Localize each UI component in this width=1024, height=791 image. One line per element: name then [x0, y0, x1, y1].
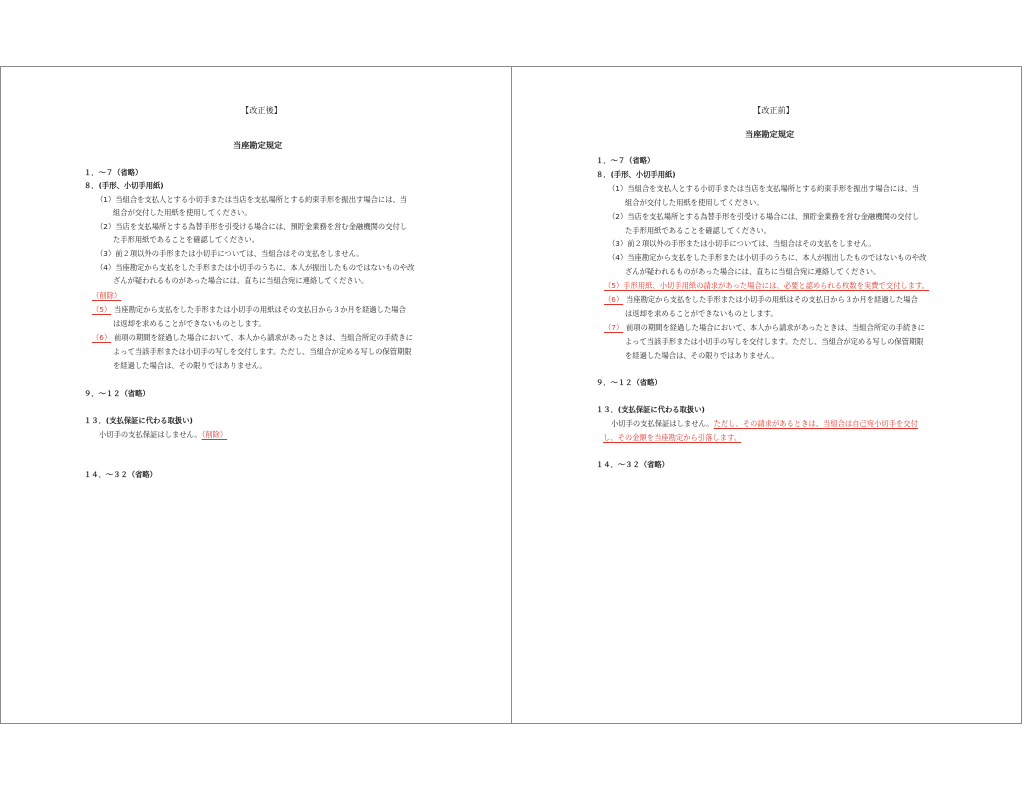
- clause-1-line-2: 組合が交付した用紙を使用してください。: [625, 198, 764, 207]
- clause-4-line-2: ざんが疑われるものがあった場合には、直ちに当組合宛に連絡してください。: [625, 267, 881, 276]
- clause-7-line-1: 前項の期間を経過した場合において、本人から請求があったときは、当組合所定の手続きに: [626, 323, 925, 332]
- clause-2-line-2: た手形用紙であることを確認してください。: [113, 235, 259, 244]
- section-9-12: ９．～１２（省略）: [596, 378, 662, 387]
- clause-6-line-3: を経過した場合は、その限りではありません。: [113, 361, 267, 370]
- clause-6-line-2: は返却を求めることができないものとします。: [625, 309, 778, 318]
- section-13-heading: １３．(支払保証に代わる取扱い): [596, 405, 705, 414]
- section-1-7: １．～７（省略）: [84, 168, 143, 177]
- clause-1-line-1: （1）当組合を支払人とする小切手または当店を支払場所とする約束手形を振出す場合には、当: [608, 184, 920, 193]
- section-13-text: 小切手の支払保証はしません。（削除）: [99, 430, 228, 439]
- section-13-removed-line-2: し、その金額を当座勘定から引落します。: [603, 433, 742, 442]
- deleted-clause-marker: （削除）: [92, 291, 122, 300]
- section-14-32: １４．～３２（省略）: [596, 460, 669, 469]
- clause-3: （3）前２項以外の手形または小切手については、当組合はその支払をしません。: [96, 249, 364, 258]
- section-9-12: ９．～１２（省略）: [84, 389, 150, 398]
- section-14-32: １４．～３２（省略）: [84, 470, 157, 479]
- clause-2-line-1: （2）当店を支払場所とする為替手形を引受ける場合には、預貯金業務を営む金融機関の交付し: [96, 222, 408, 231]
- clause-7-line-3: を経過した場合は、その限りではありません。: [625, 351, 779, 360]
- clause-3: （3）前２項以外の手形または小切手については、当組合はその支払をしません。: [608, 239, 876, 248]
- clause-1-line-1: （1）当組合を支払人とする小切手または当店を支払場所とする約束手形を振出す場合には、当: [96, 195, 408, 204]
- clause-6-line-1: 前項の期間を経過した場合において、本人から請求があったときは、当組合所定の手続きに: [114, 333, 413, 342]
- clause-5-number: （5）: [92, 305, 112, 314]
- section-13-text: 小切手の支払保証はしません。ただし、その請求があるときは、当組合は自己宛小切手を交付: [611, 419, 918, 428]
- page-title: 当座勘定規定: [233, 140, 283, 150]
- clause-6-line-1: 当座勘定から支払をした手形または小切手の用紙はその支払日から３か月を経過した場合: [626, 295, 918, 304]
- clause-4-line-1: （4）当座勘定から支払をした手形または小切手のうちに、本人が振出したものではないものや改: [96, 263, 415, 272]
- section-8-heading: ８．(手形、小切手用紙): [84, 181, 164, 190]
- clause-4-line-1: （4）当座勘定から支払をした手形または小切手のうちに、本人が振出したものではないものや改: [608, 253, 927, 262]
- section-13-deleted-marker: （削除）: [201, 430, 228, 439]
- clause-5-line-2: は返却を求めることができないものとします。: [113, 319, 266, 328]
- section-13-heading: １３．(支払保証に代わる取扱い): [84, 416, 193, 425]
- clause-5-removed: （5）手形用紙、小切手用紙の請求があった場合には、必要と認められる枚数を実費で交付します。: [604, 281, 930, 290]
- clause-6-number: （6）: [604, 295, 624, 304]
- section-8-heading: ８．(手形、小切手用紙): [596, 170, 676, 179]
- section-1-7: １．～７（省略）: [596, 156, 655, 165]
- clause-6-number: （6）: [92, 333, 112, 342]
- page-title: 当座勘定規定: [745, 129, 795, 139]
- clause-4-line-2: ざんが疑われるものがあった場合には、直ちに当組合宛に連絡してください。: [113, 276, 369, 285]
- clause-6-line-2: よって当該手形または小切手の写しを交付します。ただし、当組合が定める写しの保管期限: [113, 347, 412, 356]
- clause-5-line-1: 当座勘定から支払をした手形または小切手の用紙はその支払日から３か月を経過した場合: [114, 305, 406, 314]
- clause-1-line-2: 組合が交付した用紙を使用してください。: [113, 208, 252, 217]
- page-after-revision: [0, 66, 511, 724]
- section-13-removed-line-1: ただし、その請求があるときは、当組合は自己宛小切手を交付: [713, 419, 918, 428]
- clause-7-number: （7）: [604, 323, 624, 332]
- clause-7-line-2: よって当該手形または小切手の写しを交付します。ただし、当組合が定める写しの保管期限: [625, 337, 924, 346]
- clause-2-line-2: た手形用紙であることを確認してください。: [625, 226, 771, 235]
- page-header: 【改正後】: [241, 105, 282, 115]
- page-before-revision: [512, 66, 1022, 724]
- page-header: 【改正前】: [753, 105, 794, 115]
- clause-2-line-1: （2）当店を支払場所とする為替手形を引受ける場合には、預貯金業務を営む金融機関の交付し: [608, 212, 920, 221]
